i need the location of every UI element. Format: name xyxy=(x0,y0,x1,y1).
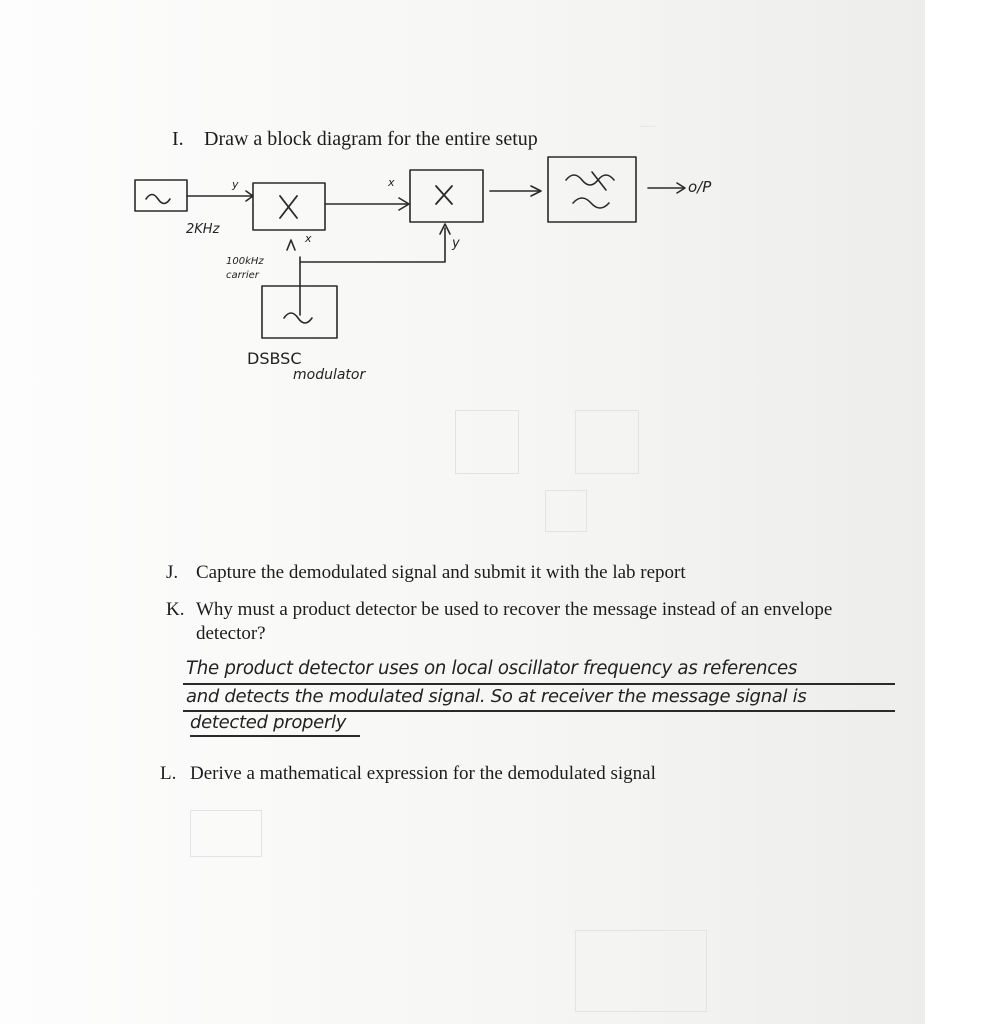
modulator-word-label: modulator xyxy=(293,367,366,383)
message-oscillator-block xyxy=(135,180,187,211)
carrier-line xyxy=(300,228,445,315)
answer-underline xyxy=(183,683,895,685)
handwritten-answer-line-2: and detects the modulated signal. So at receiver the message signal is xyxy=(186,686,807,707)
modulator-name-label: DSBSC xyxy=(247,349,302,368)
question-text: Capture the demodulated signal and submit it with the lab report xyxy=(196,562,686,583)
multiply-symbol xyxy=(280,196,297,218)
question-label: I. xyxy=(172,128,184,150)
question-text: Why must a product detector be used to recover the message instead of an envelope xyxy=(196,599,833,620)
mixer-block-2 xyxy=(410,170,483,222)
carrier-word-label: carrier xyxy=(226,270,259,281)
sine-wave-icon xyxy=(284,313,312,323)
carrier-frequency-label: 100kHz xyxy=(226,256,264,267)
bleed-through-box xyxy=(190,810,262,857)
handwritten-answer-line-1: The product detector uses on local oscillator frequency as references xyxy=(186,658,798,679)
question-text: Derive a mathematical expression for the demodulated signal xyxy=(190,763,656,784)
handwritten-answer-line-3: detected properly xyxy=(190,712,347,733)
bleed-through-text: — xyxy=(640,118,655,134)
sine-wave-icon xyxy=(146,195,170,204)
low-pass-filter-block xyxy=(548,157,636,222)
bleed-through-box xyxy=(575,930,707,1012)
answer-underline xyxy=(190,735,360,737)
carrier-x-label: x xyxy=(305,232,312,245)
message-frequency-label: 2KHz xyxy=(186,222,220,237)
mixer-x-label: x xyxy=(388,176,395,189)
question-text-continued: detector? xyxy=(196,623,266,644)
output-label: o/P xyxy=(688,178,712,196)
bleed-through-box xyxy=(545,490,587,532)
question-label: J. xyxy=(166,562,179,583)
block-diagram xyxy=(0,0,925,420)
signal-y-label: y xyxy=(232,178,239,191)
question-text: Draw a block diagram for the entire setup xyxy=(204,128,538,150)
question-label: L. xyxy=(160,763,177,784)
question-label: K. xyxy=(166,599,185,620)
multiply-symbol xyxy=(436,186,452,204)
filter-icon xyxy=(566,175,614,185)
carrier-y-label: y xyxy=(452,236,460,251)
